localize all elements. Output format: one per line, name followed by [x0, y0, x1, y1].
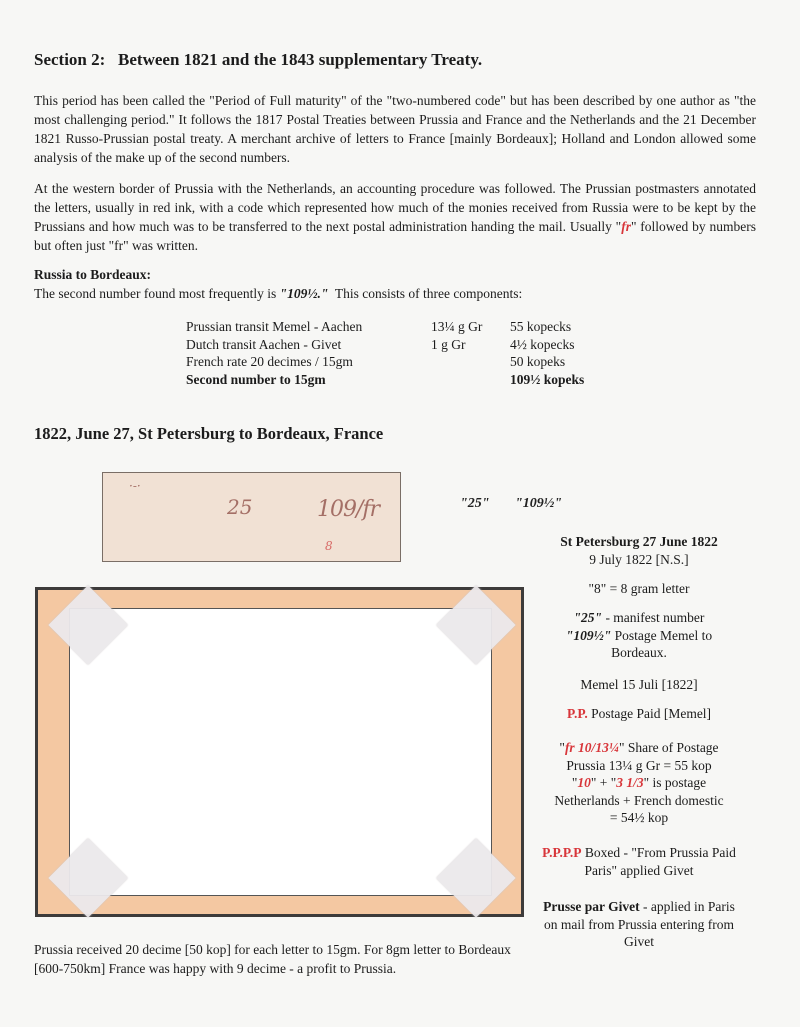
- postage-text: Postage Memel to Bordeaux.: [611, 627, 713, 660]
- manifest-text: - manifest number: [602, 610, 705, 625]
- prusse-bold: Prusse par Givet: [543, 899, 640, 914]
- strip-mark-code: 109/fr: [317, 497, 380, 522]
- component-kopecks: 55 kopecks: [510, 319, 572, 334]
- memel-date: Memel 15 Juli [1822]: [580, 677, 698, 692]
- cover-heading: 1822, June 27, St Petersburg to Bordeaux, France: [34, 424, 384, 443]
- cover-strip-image: [102, 472, 401, 562]
- strip-mark-25: 25: [227, 495, 253, 519]
- pp-text: Postage Paid [Memel]: [587, 706, 712, 721]
- second-number-after: This consists of three components:: [328, 286, 523, 301]
- ten-code: 10: [577, 775, 591, 790]
- origin-note: [538, 533, 740, 568]
- component-label: Dutch transit Aachen - Givet: [186, 336, 342, 352]
- postage-rest3: = 54½ kop: [609, 810, 669, 825]
- second-number-text: The second number found most frequently is: [34, 286, 280, 301]
- label-109-half: "109½": [515, 496, 563, 511]
- component-kopecks: 109½ kopeks: [510, 371, 585, 387]
- pppp-text: Boxed - "From Prussia Paid Paris" applied Givet: [581, 845, 736, 878]
- second-number-line: [34, 286, 522, 302]
- footer-note: Prussia received 20 decime [50 kop] for each letter to 15gm. For 8gm letter to Bordeaux [600-750km] France was happy with 9 decime - a profit to Prussia.: [34, 942, 511, 976]
- postage-num: "109½": [565, 627, 612, 643]
- component-weight: 13¼ g Gr: [431, 319, 483, 334]
- strip-mark-8: 8: [325, 539, 333, 553]
- strip-mark-small: ·-·: [129, 479, 141, 493]
- component-label: French rate 20 decimes / 15gm: [186, 354, 353, 369]
- origin-ns: 9 July 1822 [N.S.]: [589, 551, 689, 567]
- pppp-note: [538, 844, 740, 879]
- postage-rest2: Netherlands + French domestic: [554, 792, 724, 808]
- prusse-note: [538, 898, 740, 951]
- manifest-note: [538, 609, 740, 662]
- border-paragraph-before: At the western border of Prussia with the Netherlands, an accounting procedure was followed. The Prussian postmasters annotated the letters, usually in red ink, with a code which represented how much of the monies received from Russia were to be kept by the Prussians and how much was to be transferred to the next postal administration handing the mail. Usually ": [34, 181, 756, 234]
- section-heading: Section 2: Between 1821 and the 1843 supplementary Treaty.: [34, 50, 483, 69]
- share-note: "fr 10/13¼" Share of Postage Prussia 13¼ g Gr = 55 kop "10" + "3 1/3" is postage Netherlands + French domestic = 54½ kop: [538, 739, 740, 827]
- intro-paragraph: This period has been called the "Period of Full maturity" of the "two-numbered code" but has been described by one author as "the most challenging period." It follows the 1817 Postal Treaties between Prussia and France and the Netherlands and the 21 December 1821 Russo-Prussian postal treaty. A merchant archive of letters to France [mainly Bordeaux]; Holland and London allowed some analysis of the make up of the second numbers.: [34, 93, 756, 165]
- pp-note: [538, 705, 740, 723]
- cover-mount-frame: [35, 587, 524, 917]
- label-25: "25": [460, 496, 490, 511]
- postage-rest1: " is postage: [643, 775, 707, 790]
- prusse-text: - applied in Paris on mail from Prussia entering from Givet: [543, 899, 735, 949]
- fr-share-code: fr 10/13¼: [564, 740, 619, 755]
- cover-mount-window: [69, 608, 492, 896]
- component-kopecks: 50 kopeks: [510, 354, 566, 369]
- three-third-code: 3 1/3: [616, 775, 644, 790]
- component-label: Prussian transit Memel - Aachen: [186, 319, 363, 334]
- border-paragraph-after: " followed by numbers but often just "fr" was written.: [34, 219, 756, 253]
- fr-code-inline: fr: [621, 219, 631, 234]
- share-line1: " Share of Postage: [618, 740, 719, 755]
- origin-bold: St Petersburg 27 June 1822: [560, 534, 718, 549]
- component-weight: 1 g Gr: [431, 336, 466, 352]
- subheading-russia-bordeaux: Russia to Bordeaux:: [34, 267, 152, 282]
- weight-note: "8" = 8 gram letter: [588, 581, 690, 596]
- pp-code: P.P.: [566, 706, 588, 721]
- second-number-value: "109½.": [279, 286, 329, 301]
- component-kopecks: 4½ kopecks: [510, 336, 575, 352]
- pppp-code: P.P.P.P: [542, 845, 582, 860]
- manifest-num: "25": [573, 610, 603, 625]
- border-paragraph: [34, 179, 756, 255]
- share-line2: Prussia 13¼ g Gr = 55 kop: [566, 757, 712, 773]
- component-label: Second number to 15gm: [186, 371, 326, 387]
